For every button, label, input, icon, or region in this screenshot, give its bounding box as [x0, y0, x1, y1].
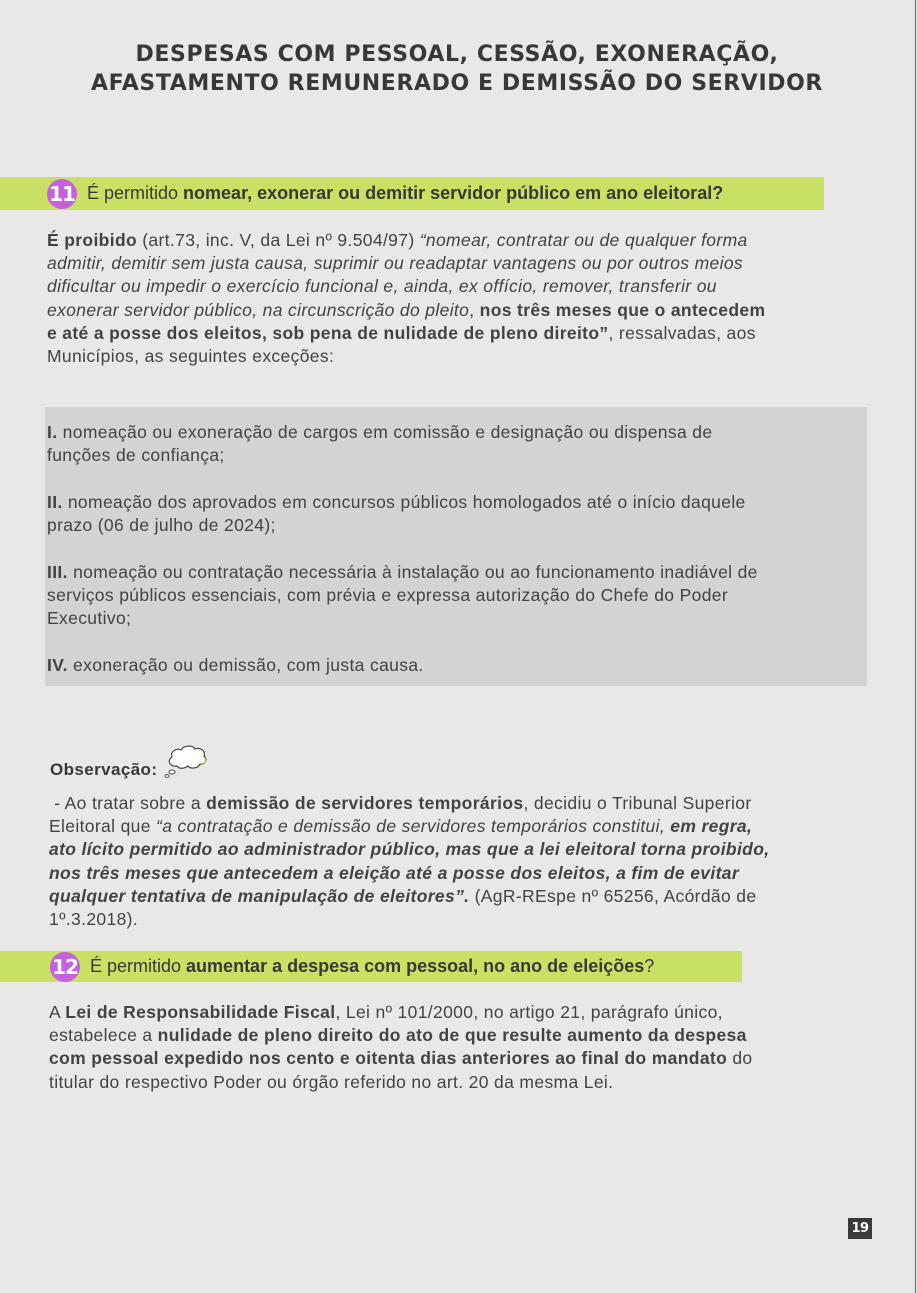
observation-quote: “a contratação e demissão de servidores temporários constitui,: [156, 816, 671, 837]
observation-quote-emphasis: qualquer tentativa de manipulação de eleitores”.: [49, 885, 470, 906]
answer-text: ,: [469, 299, 480, 320]
exception-label: I.: [47, 422, 58, 442]
observation-quote-emphasis: nos três meses que antecedem a eleição até a posse dos eleitos, a fim de evitar: [49, 862, 740, 883]
page-title: [0, 40, 914, 98]
exception-text: prazo (06 de julho de 2024);: [47, 515, 276, 535]
exception-label: IV.: [47, 655, 68, 675]
answer-text: titular do respectivo Poder ou órgão referido no art. 20 da mesma Lei.: [49, 1071, 614, 1092]
answer-text: , Lei nº 101/2000, no artigo 21, parágrafo único,: [335, 1002, 723, 1022]
answer-emphasis: Lei de Responsabilidade Fiscal: [65, 1002, 336, 1022]
exception-text: nomeação ou contratação necessária à instalação ou ao funcionamento inadiável de: [67, 562, 758, 582]
exception-label: III.: [47, 562, 68, 582]
answer-quote: exonerar servidor público, na circunscrição do pleito: [47, 299, 470, 320]
question-number-badge: 11: [47, 179, 77, 209]
page-edge-line: [915, 0, 916, 1293]
exception-item: [47, 561, 758, 630]
observation-quote-emphasis: em regra,: [670, 816, 753, 837]
exception-item: [47, 421, 712, 467]
exception-text: funções de confiança;: [47, 445, 225, 465]
answer-emphasis: e até a posse dos eleitos, sob pena de nulidade de pleno direito”: [47, 322, 609, 343]
observation-heading: [50, 744, 209, 780]
thought-cloud-icon: [163, 744, 209, 780]
answer-text: Municípios, as seguintes exceções:: [47, 346, 335, 367]
answer-emphasis: nos três meses que o antecedem: [479, 299, 766, 320]
question-number-badge: 12: [50, 952, 80, 982]
answer-text: (art.73, inc. V, da Lei nº 9.504/97): [137, 230, 420, 250]
answer-quote: dificultar ou impedir o exercício funcional e, ainda, ex offício, remover, transferir ou: [47, 276, 717, 297]
exception-item: [47, 491, 746, 537]
observation-citation: (AgR-REspe nº 65256, Acórdão de: [469, 885, 757, 906]
question-12-bar: [0, 951, 742, 982]
observation-emphasis: demissão de servidores temporários: [206, 793, 524, 813]
answer-emphasis: É proibido: [47, 230, 138, 250]
question-prefix: É permitido: [90, 956, 187, 976]
observation-text: , decidiu o Tribunal Superior: [523, 793, 752, 813]
answer-text: estabelece a: [49, 1025, 158, 1046]
answer-text: do: [727, 1048, 753, 1069]
exception-text: Executivo;: [47, 608, 132, 628]
question-prefix: É permitido: [87, 183, 184, 203]
exception-text: exoneração ou demissão, com justa causa.: [67, 655, 424, 675]
exception-text: nomeação ou exoneração de cargos em comissão e designação ou dispensa de: [57, 422, 713, 442]
answer-emphasis: nulidade de pleno direito do ato de que resulte aumento da despesa: [157, 1025, 747, 1046]
exception-label: II.: [47, 492, 63, 512]
page-title-line-1: DESPESAS COM PESSOAL, CESSÃO, EXONERAÇÃO,: [135, 42, 779, 67]
exception-text: serviços públicos essenciais, com prévia e expressa autorização do Chefe do Poder: [47, 585, 729, 605]
answer-text: , ressalvadas, aos: [608, 322, 756, 343]
observation-paragraph: [49, 792, 769, 931]
exception-text: nomeação dos aprovados em concursos públicos homologados até o início daquele: [62, 492, 746, 512]
answer-quote: admitir, demitir sem justa causa, suprimir ou readaptar vantagens ou por outros meios: [47, 253, 744, 274]
observation-citation: 1º.3.2018).: [49, 909, 139, 930]
question-11-bar: [0, 177, 824, 210]
question-text: aumentar a despesa com pessoal, no ano de eleições: [186, 956, 645, 976]
answer-emphasis: com pessoal expedido nos cento e oitenta dias anteriores ao final do mandato: [49, 1048, 728, 1069]
question-suffix: ?: [644, 956, 655, 976]
question-text: nomear, exonerar ou demitir servidor público em ano eleitoral?: [183, 183, 724, 203]
observation-text: Eleitoral que: [49, 816, 157, 837]
answer-quote: “nomear, contratar ou de qualquer forma: [419, 230, 748, 250]
observation-quote-emphasis: ato lícito permitido ao administrador público, mas que a lei eleitoral torna proibido,: [49, 839, 770, 860]
observation-label: Observação:: [50, 760, 158, 779]
exceptions-box: [45, 407, 867, 686]
answer-11-paragraph: [47, 229, 765, 368]
answer-12-paragraph: [49, 1001, 753, 1094]
exception-item: [47, 654, 424, 677]
answer-text: A: [49, 1002, 66, 1022]
page-number: 19: [848, 1218, 872, 1239]
page-title-line-2: AFASTAMENTO REMUNERADO E DEMISSÃO DO SERVIDOR: [91, 71, 823, 96]
observation-text: - Ao tratar sobre a: [49, 793, 207, 813]
